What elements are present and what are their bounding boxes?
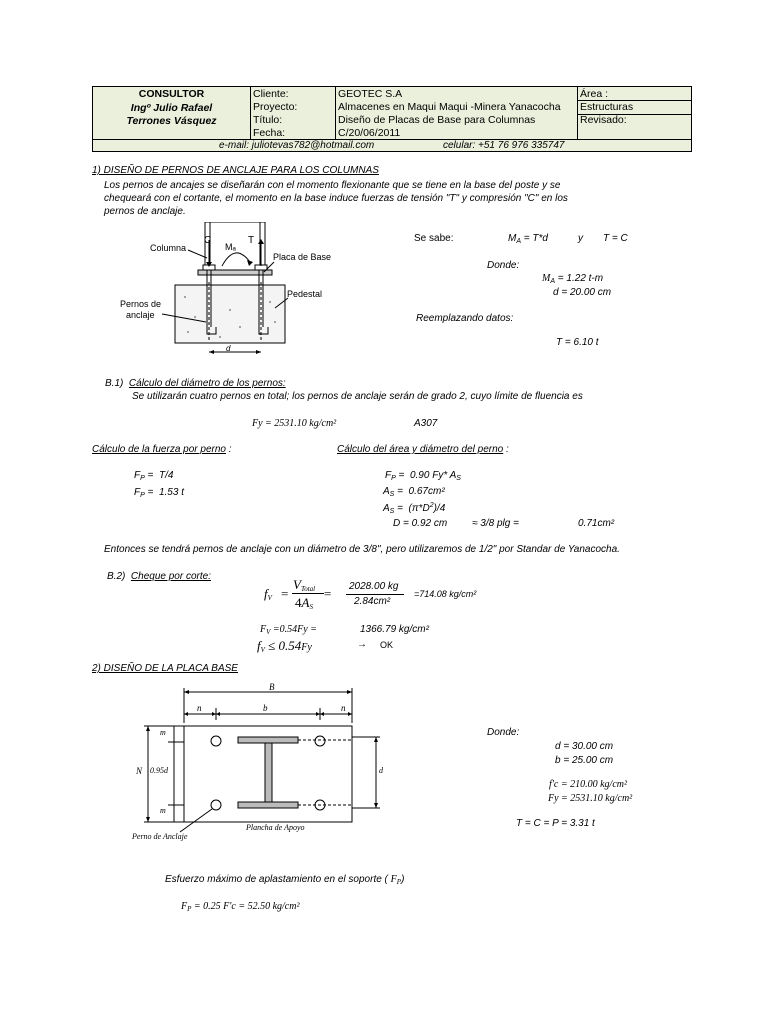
fp-bearing-eq-text: = 0.25 F'c = 52.50 kg/cm² xyxy=(193,901,300,912)
cliente-label: Cliente: xyxy=(253,88,289,100)
fig1-pernos-label1: Pernos de xyxy=(120,299,162,309)
dim-n-right-label: n xyxy=(341,703,346,713)
section1-title-text: 1) DISEÑO DE PERNOS DE ANCLAJE PARA LOS COLUMNAS xyxy=(92,165,379,176)
calc-fuerza-colon: : xyxy=(225,444,232,455)
area-value: Estructuras xyxy=(580,101,634,113)
fv-formula: $f_V$ xyxy=(264,586,272,602)
fv-value-bar xyxy=(346,594,404,595)
section1-title xyxy=(92,165,379,176)
fv-equals: = xyxy=(281,586,289,601)
tc-equation: T = C xyxy=(603,233,628,244)
fig1-placa-label: Placa de Base xyxy=(273,252,332,262)
as-eq2-val: (π*D xyxy=(408,503,430,514)
fv-denominator: $4A_S$ xyxy=(295,595,313,611)
area-38-value: 0.71cm² xyxy=(578,518,615,529)
bottom-flange xyxy=(238,802,298,808)
titulo-value: Diseño de Placas de Base para Columnas xyxy=(338,114,536,126)
fecha-label: Fecha: xyxy=(253,127,286,139)
fecha-value: C/20/06/2011 xyxy=(338,127,401,139)
b1-para: Se utilizarán cuatro pernos en total; los pernos de anclaje serán de grado 2, cuyo límite de fluencia es xyxy=(132,391,583,402)
section1-para-line1: Los pernos de ancajes se diseñarán con el momento flexionante que se tiene en la base del poste y se xyxy=(104,180,561,191)
fy2-value: Fy = 2531.10 kg/cm² xyxy=(548,793,633,804)
fig1-d-label: d xyxy=(226,344,231,353)
esfuerzo-end: ) xyxy=(401,874,405,885)
b2-title-text: Cheque por corte: xyxy=(130,571,211,582)
fv-check-eq-text: =0.54Fy = xyxy=(272,624,317,635)
fv-le-fy: Fy xyxy=(301,642,312,653)
calc-fuerza-title xyxy=(92,444,232,455)
fp-area-eq: $F_P = 0.90$ Fy* $A_S$ xyxy=(385,470,461,482)
dim-b-label: b xyxy=(263,703,268,713)
ma-value xyxy=(542,273,603,285)
b1-title xyxy=(105,378,286,389)
section2-title-text: 2) DISEÑO DE LA PLACA BASE xyxy=(92,663,238,674)
as-eq2: $A_S = (\pi*D^2)/4$ xyxy=(383,502,446,515)
as-eq1-val: 0.67cm² xyxy=(408,486,445,497)
d-value: d = 20.00 cm xyxy=(553,287,612,298)
ma-value-num: = 1.22 t-m xyxy=(555,273,604,284)
proyecto-value: Almacenes en Maqui Maqui -Minera Yanacocha xyxy=(338,101,561,113)
dim-B-label: B xyxy=(269,682,275,692)
fig1-pedestal-label: Pedestal xyxy=(287,289,323,299)
b2-title xyxy=(107,571,211,582)
se-sabe-label: Se sabe: xyxy=(414,233,454,244)
calc-area-title xyxy=(337,444,509,455)
email: e-mail: juliotevas782@hotmail.com xyxy=(219,140,375,151)
fig1-pernos-label2: anclaje xyxy=(126,310,155,320)
fv-equals2: = xyxy=(324,586,332,601)
y-conjunction: y xyxy=(578,233,583,244)
consultor-name-line2: Terrones Vásquez xyxy=(126,115,217,127)
cliente-value: GEOTEC S.A xyxy=(338,88,403,100)
fy-value: Fy = 2531.10 kg/cm² xyxy=(252,418,337,429)
fig1-c-label: C xyxy=(204,235,212,246)
fig1-t-label: T xyxy=(248,235,255,246)
anchor-hole xyxy=(211,800,221,810)
a307-label: A307 xyxy=(414,418,438,429)
fig1-ma-label: Mₐ xyxy=(225,242,236,252)
section1-para-line2: chequeará con el cortante, el momento en la base induce fuerzas de tensión "T" y compresión "C" en los xyxy=(104,193,568,204)
dim-095d-label: 0.95d xyxy=(150,766,168,775)
tcp-value: T = C = P = 3.31 t xyxy=(516,818,595,829)
web xyxy=(265,743,272,802)
titulo-label: Título: xyxy=(253,114,283,126)
moment-eq-rest: = T*d xyxy=(521,233,548,244)
entonces-para: Entonces se tendrá pernos de anclaje con un diámetro de 3/8", pero utilizaremos de 1/2" por Standar de Yanacocha. xyxy=(104,544,620,555)
fp-eq2: $F_P = 1.53$ t xyxy=(134,487,184,499)
section1-para-line3: pernos de anclaje. xyxy=(104,206,186,217)
top-flange xyxy=(238,737,298,743)
perno-anclaje-label: Perno de Anclaje xyxy=(132,832,188,841)
fp-area-eq-val: 0.90 Fy* A xyxy=(409,470,457,481)
dim-m-top-label: m xyxy=(160,728,166,737)
reemplazando-label: Reemplazando datos: xyxy=(416,313,514,324)
fv-fraction-bar xyxy=(292,593,324,594)
section2-title xyxy=(92,663,238,674)
fp-eq2-val: 1.53 t xyxy=(158,487,184,498)
fv-le-text: ≤ 0.54 xyxy=(268,638,302,653)
fv-le-eq: $f_V \le 0.54Fy$ xyxy=(257,638,312,654)
d2-value: d = 30.00 cm xyxy=(555,741,614,752)
fc-value: f'c = 210.00 kg/cm² xyxy=(549,779,627,790)
fv-numerator: $V_{Total}$ xyxy=(293,577,316,593)
fv-check-value: 1366.79 kg/cm² xyxy=(360,624,429,635)
moment-eq-m: M xyxy=(508,233,517,244)
header-table xyxy=(92,86,692,152)
fp-eq1-val: T/4 xyxy=(158,470,174,481)
fp-bearing-eq: $F_P = 0.25$ F'c = 52.50 kg/cm² xyxy=(181,901,300,913)
dim-N-label: N xyxy=(136,766,143,776)
consultor-name-line1: Ingº Julio Rafael xyxy=(130,102,213,114)
ma-value-m: M xyxy=(542,273,551,284)
consultor-label: CONSULTOR xyxy=(138,88,205,100)
approx-38: ≈ 3/8 plg = xyxy=(472,518,519,529)
revisado-label: Revisado: xyxy=(580,114,627,126)
dim-d-label: d xyxy=(379,766,383,775)
as-eq1: $A_S = 0.67cm^2$ xyxy=(383,486,445,498)
dim-n-left-label: n xyxy=(197,703,202,713)
fv-num-value: 2028.00 kg xyxy=(349,581,399,592)
b2-prefix: B.2) xyxy=(107,571,126,582)
plancha-apoyo-label: Plancha de Apoyo xyxy=(246,823,305,832)
calc-area-colon: : xyxy=(503,444,509,455)
moment-eq-sub: A xyxy=(516,238,522,245)
proyecto-label: Proyecto: xyxy=(253,101,298,113)
fp-eq1: $F_P = T/4$ xyxy=(134,470,174,482)
anchor-hole xyxy=(315,736,325,746)
cellphone: celular: +51 76 976 335747 xyxy=(443,140,565,151)
calc-fuerza-text: Cálculo de la fuerza por perno xyxy=(92,444,226,455)
diameter-value: D = 0.92 cm xyxy=(393,518,448,529)
esfuerzo-label: Esfuerzo máximo de aplastamiento en el soporte ( $F_P$) xyxy=(165,874,405,886)
b2-value: b = 25.00 cm xyxy=(555,755,614,766)
fv-den-value: 2.84cm² xyxy=(354,596,391,607)
anchor-hole xyxy=(211,736,221,746)
ok-label: OK xyxy=(380,640,394,650)
esfuerzo-text: Esfuerzo máximo de aplastamiento en el soporte ( xyxy=(165,874,388,885)
donde1-label: Donde: xyxy=(487,260,520,271)
b1-title-text: Cálculo del diámetro de los pernos: xyxy=(128,378,286,389)
fv-result: =714.08 kg/cm² xyxy=(414,589,477,599)
b1-prefix: B.1) xyxy=(105,378,124,389)
fv-check-eq: $F_V =0.54Fy$ = xyxy=(260,624,317,636)
dim-m-bottom-label: m xyxy=(160,806,166,815)
fig1-columna-label: Columna xyxy=(150,243,187,253)
area-label: Área : xyxy=(580,88,609,100)
arrow-icon: → xyxy=(357,639,367,650)
donde2-label: Donde: xyxy=(487,727,520,738)
calc-area-text: Cálculo del área y diámetro del perno xyxy=(337,444,504,455)
base-plate-shape xyxy=(198,270,272,275)
moment-equation xyxy=(508,233,548,245)
t-value: T = 6.10 t xyxy=(556,337,599,348)
ma-value-sub: A xyxy=(550,278,556,285)
as-eq2-end: )/4 xyxy=(433,503,446,514)
